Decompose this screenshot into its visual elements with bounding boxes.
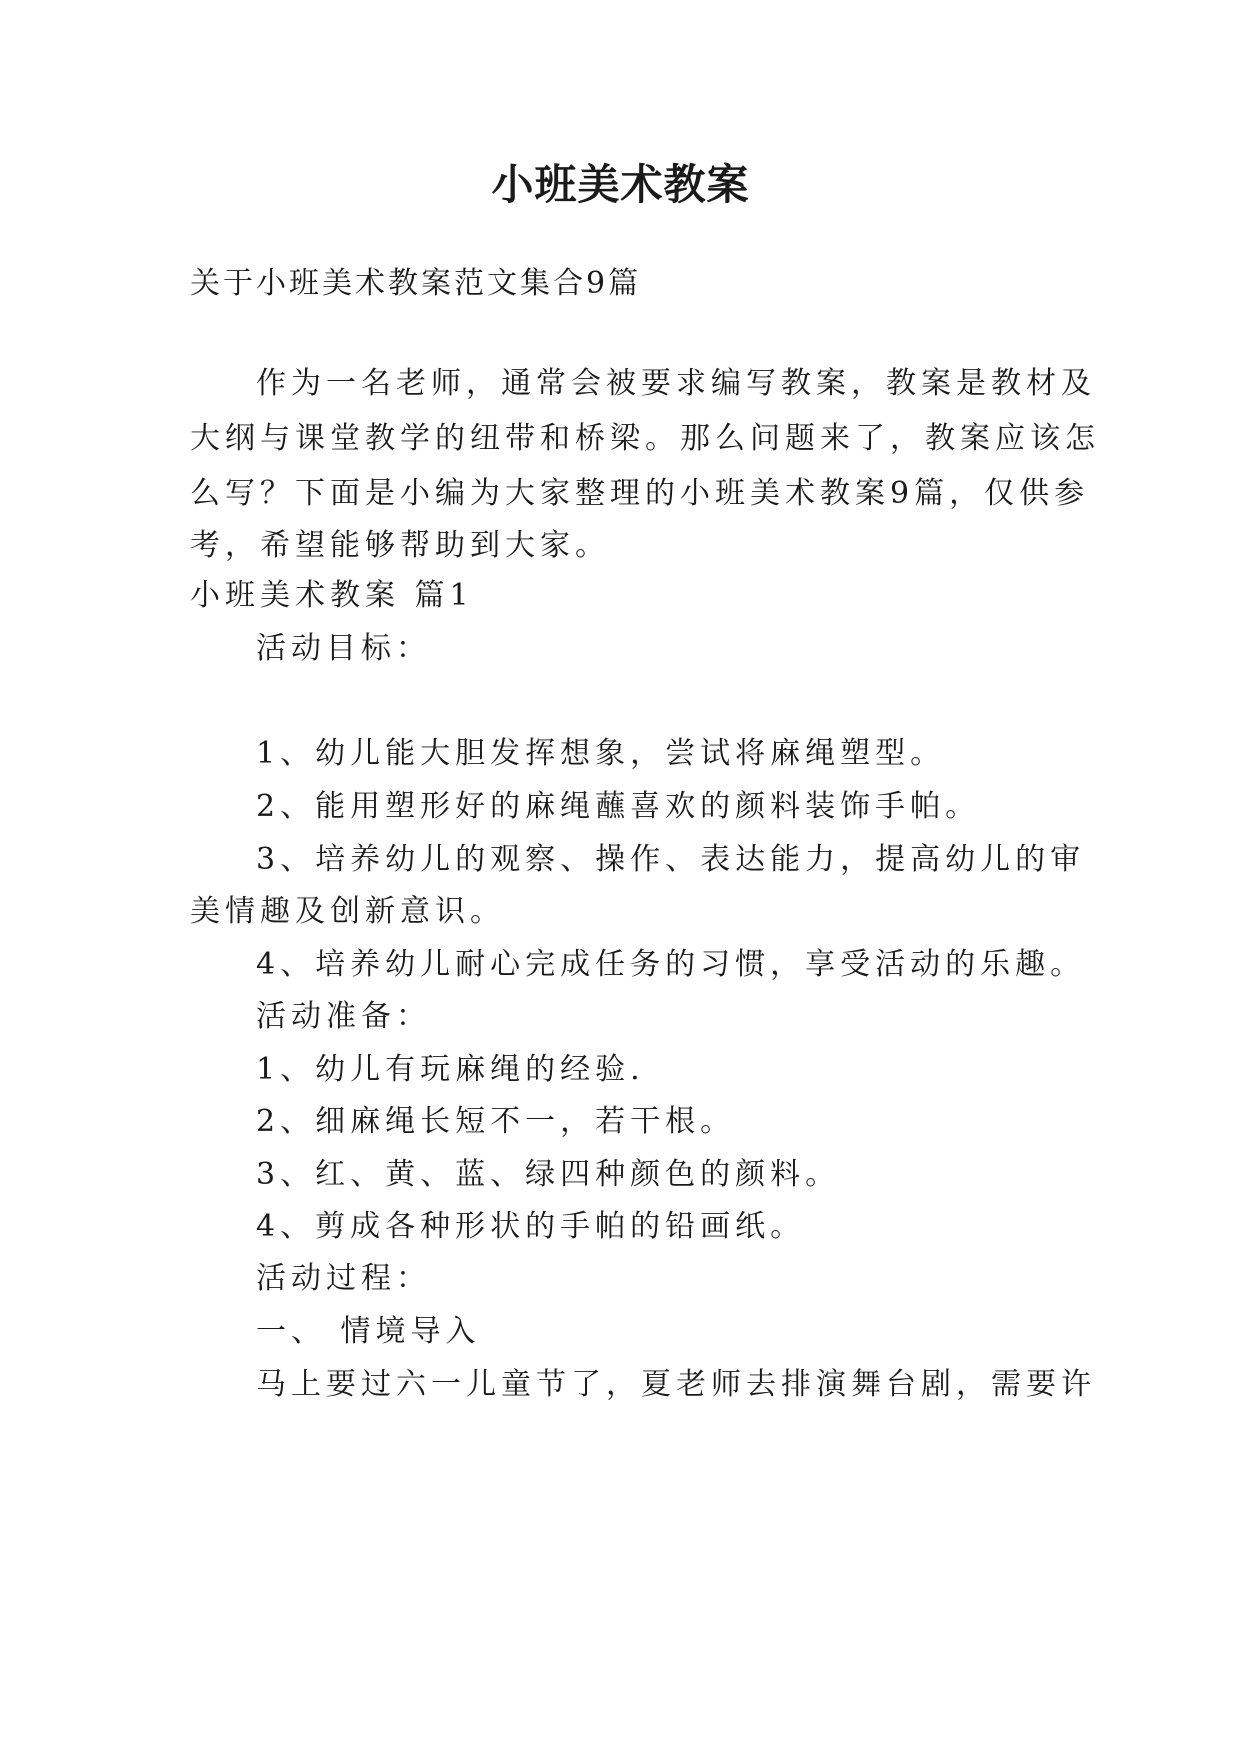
goal-item: 3、培养幼儿的观察、操作、表达能力，提高幼儿的审 xyxy=(256,842,1086,877)
document-subtitle: 关于小班美术教案范文集合9篇 xyxy=(190,266,642,301)
goal-item-continuation: 美情趣及创新意识。 xyxy=(190,894,505,929)
prep-item: 2、细麻绳长短不一，若干根。 xyxy=(256,1104,736,1139)
goal-item: 2、能用塑形好的麻绳蘸喜欢的颜料装饰手帕。 xyxy=(256,789,981,824)
process-text: 马上要过六一儿童节了，夏老师去排演舞台剧，需要许 xyxy=(256,1367,1096,1402)
section-heading: 小班美术教案 篇1 xyxy=(190,578,474,613)
intro-line: 大纲与课堂教学的纽带和桥梁。那么问题来了，教案应该怎 xyxy=(190,421,1100,456)
goals-heading: 活动目标： xyxy=(256,631,431,666)
prep-item: 3、红、黄、蓝、绿四种颜色的颜料。 xyxy=(256,1157,841,1192)
prep-heading: 活动准备： xyxy=(256,999,431,1034)
prep-item: 4、剪成各种形状的手帕的铅画纸。 xyxy=(256,1209,806,1244)
process-heading: 活动过程： xyxy=(256,1261,431,1296)
intro-line: 么写？下面是小编为大家整理的小班美术教案9篇，仅供参 xyxy=(190,476,1090,511)
goal-item: 4、培养幼儿耐心完成任务的习惯，享受活动的乐趣。 xyxy=(256,947,1086,982)
goal-item: 1、幼儿能大胆发挥想象，尝试将麻绳塑型。 xyxy=(256,736,946,771)
intro-line: 考，希望能够帮助到大家。 xyxy=(190,528,610,563)
document-title: 小班美术教案 xyxy=(491,160,750,209)
prep-item: 1、幼儿有玩麻绳的经验. xyxy=(256,1052,645,1087)
intro-line: 作为一名老师，通常会被要求编写教案，教案是教材及 xyxy=(256,366,1096,401)
process-step: 一、 情境导入 xyxy=(256,1314,481,1349)
